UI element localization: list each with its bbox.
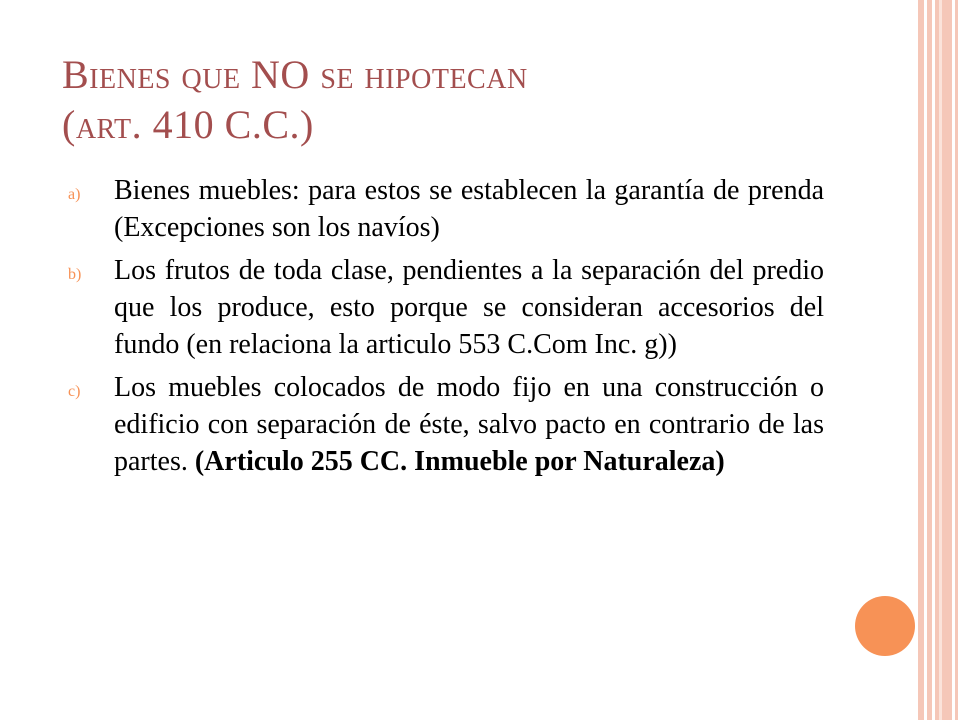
list-item-text [114,172,824,246]
decorative-stripe-thin [955,0,958,720]
slide-title-line-1: Bienes que NO se hipotecan [62,52,528,97]
list-item-a [68,172,824,246]
list-item-body: Los muebles colocados de modo fijo en una construcción o edificio con separación de éste, salvo pacto en contrario de las partes. [114,372,824,477]
list-item-b [68,252,824,363]
decorative-stripe-line [924,0,927,720]
list-item-text [114,369,824,480]
list-item-emphasis: (Articulo 255 CC. Inmueble por Naturaleza) [194,446,725,477]
accent-circle [855,596,915,656]
list-item-body: Los frutos de toda clase, pendientes a la separación del predio que los produce, esto porque se consideran accesorios del fundo (en relaciona la articulo 553 C.Com Inc. g)) [114,255,824,360]
list-marker: a) [68,186,81,203]
slide-title [62,50,842,150]
list-item-text [114,252,824,363]
slide-title-line-2: (art. 410 C.C.) [62,102,314,147]
decorative-stripe-line [939,0,942,720]
list-marker: b) [68,266,82,283]
list-item-body: Bienes muebles: para estos se establecen la garantía de prenda (Excepciones son los navíos) [114,175,824,243]
decorative-stripe-line [932,0,935,720]
list-item-c [68,369,824,480]
list-marker: c) [68,383,81,400]
content-list [68,172,824,486]
